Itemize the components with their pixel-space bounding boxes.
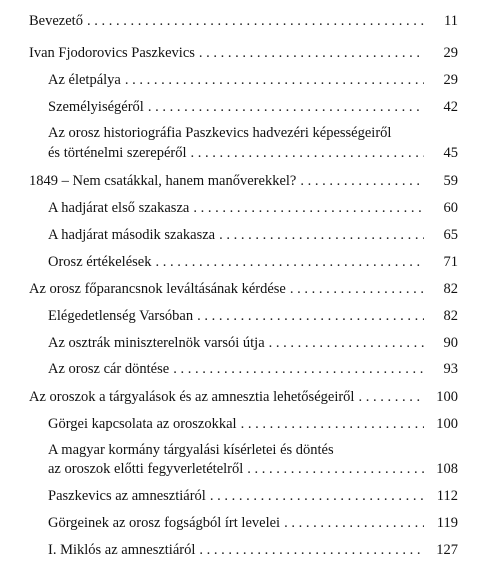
- toc-title: és történelmi szerepéről: [48, 145, 187, 161]
- dot-leader: [247, 459, 424, 479]
- toc-entry-magyar-kormany[interactable]: [0, 459, 489, 479]
- toc-title: Ivan Fjodorovics Paszkevics: [29, 45, 195, 61]
- dot-leader: [300, 171, 424, 191]
- dot-leader: [358, 387, 424, 407]
- toc-entry-osztrak-miniszterelnok[interactable]: [0, 333, 489, 353]
- dot-leader: [173, 359, 424, 379]
- toc-title: Személyiségéről: [48, 99, 144, 115]
- toc-entry-amnesztia-lehetosegek[interactable]: [0, 387, 489, 407]
- toc-page-number: 65: [443, 227, 458, 243]
- toc-page-number: 60: [443, 200, 458, 216]
- toc-row: [48, 97, 458, 117]
- toc-title: Az osztrák miniszterelnök varsói útja: [48, 335, 265, 351]
- dot-leader: [193, 198, 424, 218]
- dot-leader: [87, 11, 424, 31]
- dot-leader: [199, 540, 424, 560]
- toc-row: [48, 306, 458, 326]
- toc-row: [48, 225, 458, 245]
- toc-row: [29, 279, 458, 299]
- toc-entry-masodik-szakasz[interactable]: [0, 225, 489, 245]
- toc-title-line1: A magyar kormány tárgyalási kísérletei és döntés: [48, 442, 334, 458]
- toc-entry-levaltas[interactable]: [0, 279, 489, 299]
- toc-title: Az orosz cár döntése: [48, 361, 170, 377]
- toc-page-number: 45: [443, 145, 458, 161]
- toc-title: az oroszok előtti fegyverletételről: [48, 461, 244, 477]
- toc-row: [48, 359, 458, 379]
- toc-title: Orosz értékelések: [48, 254, 152, 270]
- toc-row: [29, 171, 458, 191]
- toc-entry-car-dontese[interactable]: [0, 359, 489, 379]
- toc-entry-magyar-kormany-line1[interactable]: [0, 440, 489, 460]
- toc-title: Az életpálya: [48, 72, 121, 88]
- toc-row: [29, 43, 458, 63]
- toc-title: 1849 – Nem csatákkal, hanem manőverekkel?: [29, 173, 297, 189]
- toc-page-number: 11: [444, 13, 458, 29]
- toc-row: [48, 70, 458, 90]
- toc-page-number: 82: [443, 308, 458, 324]
- toc-entry-bevezeto[interactable]: [0, 11, 489, 31]
- toc-title: Az orosz főparancsnok leváltásának kérdése: [29, 281, 286, 297]
- toc-title: Görgei kapcsolata az oroszokkal: [48, 416, 237, 432]
- toc-title: Elégedetlenség Varsóban: [48, 308, 194, 324]
- toc-title: A hadjárat második szakasza: [48, 227, 216, 243]
- toc-row: [48, 513, 458, 533]
- toc-page-number: 42: [443, 99, 458, 115]
- toc-entry-miklos-amnesztia[interactable]: [0, 540, 489, 560]
- toc-page-number: 100: [436, 389, 458, 405]
- toc-entry-paszkevics-amnesztia[interactable]: [0, 486, 489, 506]
- dot-leader: [269, 333, 424, 353]
- toc-entry-orosz-ertekelesek[interactable]: [0, 252, 489, 272]
- dot-leader: [284, 513, 424, 533]
- toc-row: [48, 143, 458, 163]
- toc-row: [48, 459, 458, 479]
- toc-title: I. Miklós az amnesztiáról: [48, 542, 196, 558]
- toc-row: [48, 414, 458, 434]
- toc-title: Görgeinek az orosz fogságból írt levelei: [48, 515, 281, 531]
- toc-row: [48, 252, 458, 272]
- dot-leader: [241, 414, 424, 434]
- toc-entry-historiografia[interactable]: [0, 143, 489, 163]
- toc-page-number: 29: [443, 72, 458, 88]
- toc-title-line1: Az orosz historiográfia Paszkevics hadvezéri képességeiről: [48, 125, 392, 141]
- toc-row: [29, 11, 458, 31]
- toc-entry-gorgei-kapcsolata[interactable]: [0, 414, 489, 434]
- dot-leader: [155, 252, 424, 272]
- toc-entry-gorgei-levelei[interactable]: [0, 513, 489, 533]
- toc-title: A hadjárat első szakasza: [48, 200, 190, 216]
- dot-leader: [290, 279, 424, 299]
- dot-leader: [125, 70, 424, 90]
- toc-page-number: 93: [443, 361, 458, 377]
- toc-entry-paszkevics[interactable]: [0, 43, 489, 63]
- toc-entry-szemelyisegerol[interactable]: [0, 97, 489, 117]
- dot-leader: [148, 97, 424, 117]
- toc-page-number: 82: [443, 281, 458, 297]
- toc-page-number: 29: [443, 45, 458, 61]
- dot-leader: [197, 306, 424, 326]
- toc-row: [48, 486, 458, 506]
- dot-leader: [210, 486, 424, 506]
- toc-page-number: 90: [443, 335, 458, 351]
- toc-entry-elegedetlenseg[interactable]: [0, 306, 489, 326]
- toc-title: Bevezető: [29, 13, 83, 29]
- toc-page-number: 119: [436, 515, 458, 531]
- toc-entry-1849[interactable]: [0, 171, 489, 191]
- dot-leader: [219, 225, 424, 245]
- toc-title: Az oroszok a tárgyalások és az amnesztia lehetőségeiről: [29, 389, 355, 405]
- toc-page-number: 127: [436, 542, 458, 558]
- dot-leader: [199, 43, 424, 63]
- toc-page-number: 100: [436, 416, 458, 432]
- toc-page-number: 108: [436, 461, 458, 477]
- dot-leader: [191, 143, 425, 163]
- toc-page-number: 112: [436, 488, 458, 504]
- toc-row: [29, 387, 458, 407]
- toc-entry-elso-szakasz[interactable]: [0, 198, 489, 218]
- toc-title: Paszkevics az amnesztiáról: [48, 488, 206, 504]
- toc-page-number: 71: [443, 254, 458, 270]
- toc-page-number: 59: [443, 173, 458, 189]
- toc-entry-historiografia-line1[interactable]: [0, 123, 489, 143]
- toc-row: [48, 540, 458, 560]
- toc-entry-eletpalya[interactable]: [0, 70, 489, 90]
- toc-row: [48, 333, 458, 353]
- toc-row: [48, 198, 458, 218]
